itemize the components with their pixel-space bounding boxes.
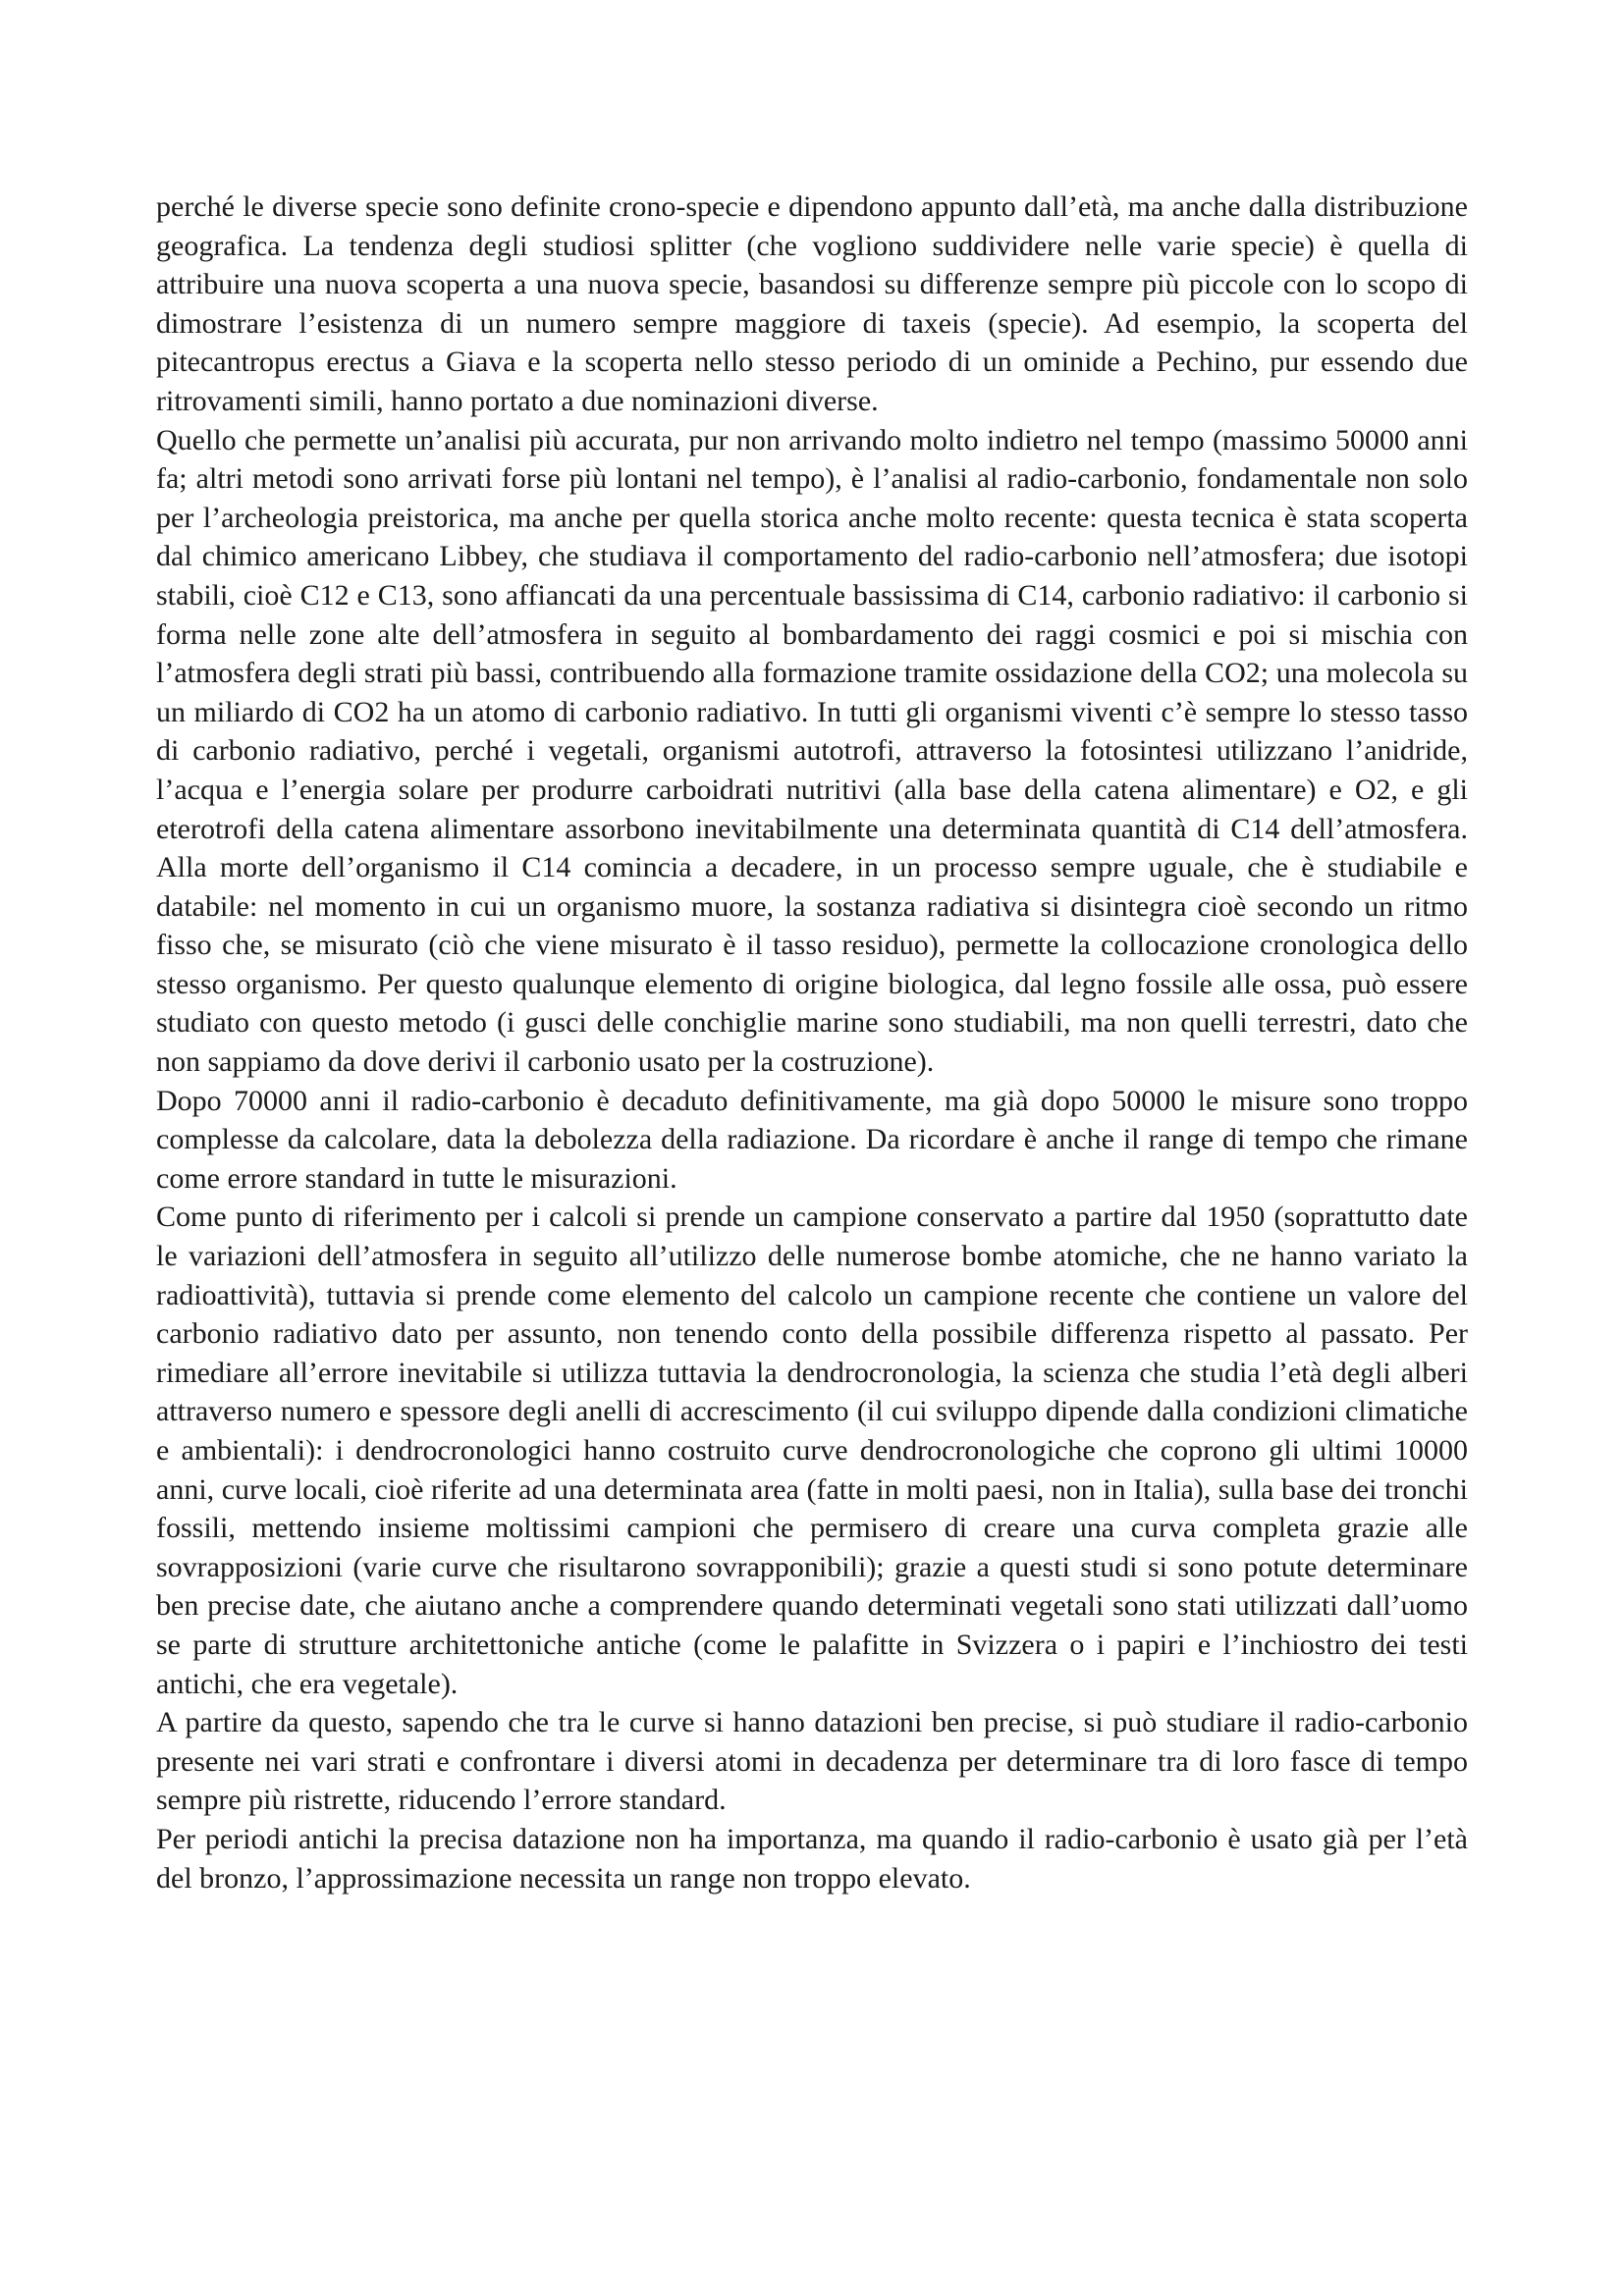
paragraph-species-dating: perché le diverse specie sono definite crono-specie e dipendono appunto dall’età, ma anche dalla distribuzione geografica. La tendenza degli studiosi splitter (che vogliono suddividere nelle varie specie) è quella di attribuire una nuova scoperta a una nuova specie, basandosi su differenze sempre più piccole con lo scopo di dimostrare l’esistenza di un numero sempre maggiore di taxeis (specie). Ad esempio, la scoperta del pitecantropus erectus a Giava e la scoperta nello stesso periodo di un ominide a Pechino, pur essendo due ritrovamenti simili, hanno portato a due nominazioni diverse. <box>156 190 1468 417</box>
paragraph-radiocarbon-analysis: Quello che permette un’analisi più accurata, pur non arrivando molto indietro nel tempo (massimo 50000 anni fa; altri metodi sono arrivati forse più lontani nel tempo), è l’analisi al radio-carbonio, fondamentale non solo per l’archeologia preistorica, ma anche per quella storica anche molto recente: questa tecnica è stata scoperta dal chimico americano Libbey, che studiava il comportamento del radio-carbonio nell’atmosfera; due isotopi stabili, cioè C12 e C13, sono affiancati da una percentuale bassissima di C14, carbonio radiativo: il carbonio si forma nelle zone alte dell’atmosfera in seguito al bombardamento dei raggi cosmici e poi si mischia con l’atmosfera degli strati più bassi, contribuendo alla formazione tramite ossidazione della CO2; una molecola su un miliardo di CO2 ha un atomo di carbonio radiativo. In tutti gli organismi viventi c’è sempre lo stesso tasso di carbonio radiativo, perché i vegetali, organismi autotrofi, attraverso la fotosintesi utilizzano l’anidride, l’acqua e l’energia solare per produrre carboidrati nutritivi (alla base della catena alimentare) e O2, e gli eterotrofi della catena alimentare assorbono inevitabilmente una determinata quantità di C14 dell’atmosfera. Alla morte dell’organismo il C14 comincia a decadere, in un processo sempre uguale, che è studiabile e databile: nel momento in cui un organismo muore, la sostanza radiativa si disintegra cioè secondo un ritmo fisso che, se misurato (ciò che viene misurato è il tasso residuo), permette la collocazione cronologica dello stesso organismo. Per questo qualunque elemento di origine biologica, dal legno fossile alle ossa, può essere studiato con questo metodo (i gusci delle conchiglie marine sono studiabili, ma non quelli terrestri, dato che non sappiamo da dove derivi il carbonio usato per la costruzione). <box>156 423 1468 1079</box>
body-text <box>156 187 1468 1897</box>
paragraph-decay-limits: Dopo 70000 anni il radio-carbonio è decaduto definitivamente, ma già dopo 50000 le misure sono troppo complesse da calcolare, data la debolezza della radiazione. Da ricordare è anche il range di tempo che rimane come errore standard in tutte le misurazioni. <box>156 1084 1468 1195</box>
paragraph-curve-comparison: A partire da questo, sapendo che tra le curve si hanno datazioni ben precise, si può studiare il radio-carbonio presente nei vari strati e confrontare i diversi atomi in decadenza per determinare tra di loro fasce di tempo sempre più ristrette, riducendo l’errore standard. <box>156 1706 1468 1817</box>
paragraph-bronze-age-precision: Per periodi antichi la precisa datazione non ha importanza, ma quando il radio-carbonio è usato già per l’età del bronzo, l’approssimazione necessita un range non troppo elevato. <box>156 1822 1468 1895</box>
paragraph-dendrochronology: Come punto di riferimento per i calcoli si prende un campione conservato a partire dal 1950 (soprattutto date le variazioni dell’atmosfera in seguito all’utilizzo delle numerose bombe atomiche, che ne hanno variato la radioattività), tuttavia si prende come elemento del calcolo un campione recente che contiene un valore del carbonio radiativo dato per assunto, non tenendo conto della possibile differenza rispetto al passato. Per rimediare all’errore inevitabile si utilizza tuttavia la dendrocronologia, la scienza che studia l’età degli alberi attraverso numero e spessore degli anelli di accrescimento (il cui sviluppo dipende dalla condizioni climatiche e ambientali): i dendrocronologici hanno costruito curve dendrocronologiche che coprono gli ultimi 10000 anni, curve locali, cioè riferite ad una determinata area (fatte in molti paesi, non in Italia), sulla base dei tronchi fossili, mettendo insieme moltissimi campioni che permisero di creare una curva completa grazie alle sovrapposizioni (varie curve che risultarono sovrapponibili); grazie a questi studi si sono potute determinare ben precise date, che aiutano anche a comprendere quando determinati vegetali sono stati utilizzati dall’uomo se parte di strutture architettoniche antiche (come le palafitte in Svizzera o i papiri e l’inchiostro dei testi antichi, che era vegetale). <box>156 1201 1468 1700</box>
